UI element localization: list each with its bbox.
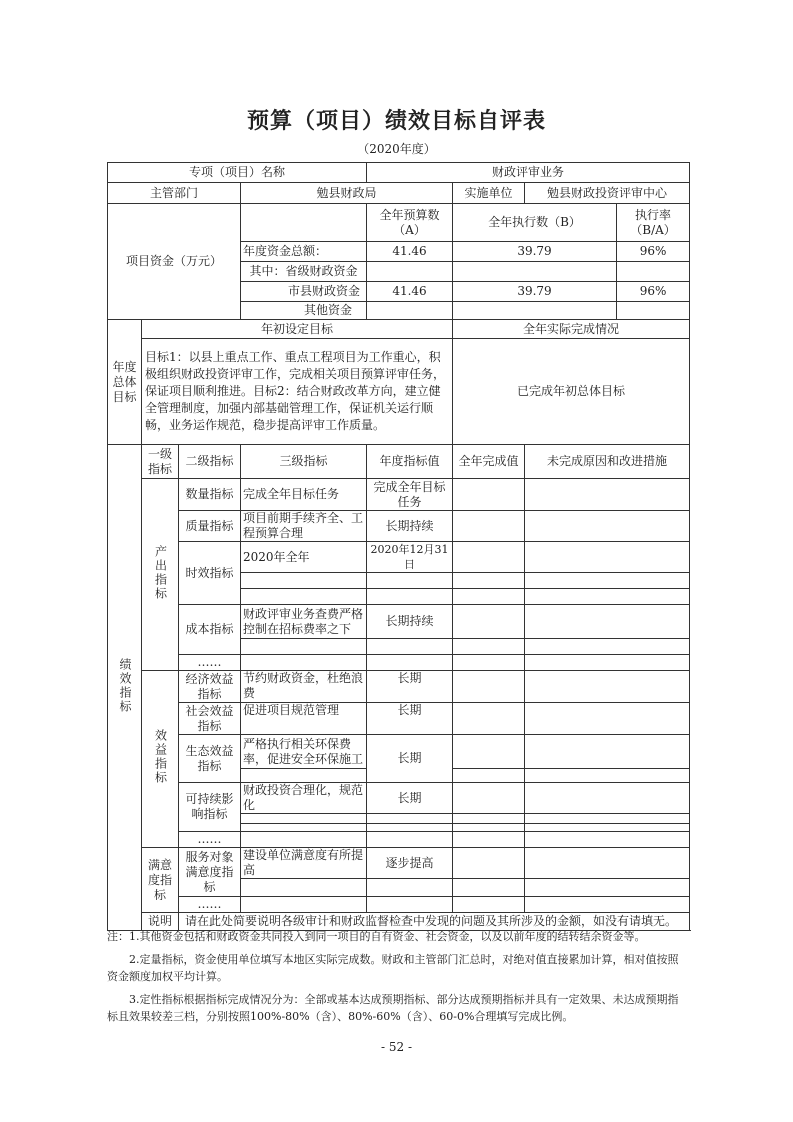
sustain-actual-blank-1 bbox=[453, 814, 525, 824]
time-actual bbox=[453, 542, 525, 573]
dept-label: 主管部门 bbox=[108, 183, 241, 204]
note-2: 2.定量指标，资金使用单位填写本地区实际完成数。财政和主管部门汇总时，对绝对值直接累加计算，相对值按照资金额度加权平均计算。 bbox=[107, 953, 679, 983]
econ-l3: 节约财政资金，杜绝浪费 bbox=[241, 671, 367, 703]
sustain-target: 长期 bbox=[367, 783, 453, 814]
time-l3: 2020年全年 bbox=[241, 542, 367, 573]
funds-row-total-exec: 39.79 bbox=[453, 242, 617, 262]
service-satisfaction-reason bbox=[525, 848, 690, 879]
service-target-blank bbox=[367, 879, 453, 897]
perf-label: 绩效指标 bbox=[108, 445, 142, 931]
satisfaction-indicator-label: 满意度指标 bbox=[142, 848, 179, 913]
service-satisfaction-actual bbox=[453, 848, 525, 879]
eco-actual bbox=[453, 735, 525, 769]
funds-blank-header bbox=[241, 204, 367, 242]
overall-done-text: 已完成年初总体目标 bbox=[453, 339, 690, 445]
funds-row-county-exec: 39.79 bbox=[453, 282, 617, 302]
cost-l3: 财政评审业务查费严格控制在招标费率之下 bbox=[241, 605, 367, 639]
sustain-reason-blank-2 bbox=[525, 824, 690, 832]
quality-l3: 项目前期手续齐全、工程预算合理 bbox=[241, 511, 367, 542]
service-satisfaction-target: 逐步提高 bbox=[367, 848, 453, 879]
service-satisfaction-l3: 建设单位满意度有所提高 bbox=[241, 848, 367, 879]
social-target: 长期 bbox=[367, 703, 453, 735]
econ-actual bbox=[453, 671, 525, 703]
funds-row-other-rate bbox=[617, 302, 690, 320]
time-reason bbox=[525, 542, 690, 573]
sustain-indicator-label: 可持续影响指标 bbox=[179, 783, 241, 832]
funds-col-rate: 执行率（B/A） bbox=[617, 204, 690, 242]
benefit-ellipsis-target bbox=[367, 832, 453, 848]
funds-row-provincial-budget bbox=[367, 262, 453, 282]
cost-reason-blank bbox=[525, 639, 690, 655]
page-number: - 52 - bbox=[380, 1040, 412, 1054]
service-actual-blank bbox=[453, 879, 525, 897]
sustain-l3-blank-2 bbox=[241, 824, 367, 832]
evaluation-table bbox=[107, 162, 690, 931]
cost-actual-blank bbox=[453, 639, 525, 655]
funds-row-total-rate: 96% bbox=[617, 242, 690, 262]
benefit-ellipsis-l3 bbox=[241, 832, 367, 848]
satisfaction-ellipsis-l3 bbox=[241, 897, 367, 913]
eco-l3: 严格执行相关环保费率，促进安全环保施工 bbox=[241, 735, 367, 769]
eco-indicator-label: 生态效益指标 bbox=[179, 735, 241, 783]
satisfaction-ellipsis-reason bbox=[525, 897, 690, 913]
funds-col-budget: 全年预算数（A） bbox=[367, 204, 453, 242]
social-actual bbox=[453, 703, 525, 735]
cost-target: 长期持续 bbox=[367, 605, 453, 639]
econ-indicator-label: 经济效益指标 bbox=[179, 671, 241, 703]
time-indicator-label: 时效指标 bbox=[179, 542, 241, 605]
econ-reason bbox=[525, 671, 690, 703]
funds-col-exec: 全年执行数（B） bbox=[453, 204, 617, 242]
time-actual-blank-2 bbox=[453, 589, 525, 605]
funds-row-provincial-rate bbox=[617, 262, 690, 282]
perf-col-target: 年度指标值 bbox=[367, 445, 453, 479]
unit-value: 勉县财政投资评审中心 bbox=[525, 183, 690, 204]
time-target-blank-2 bbox=[367, 589, 453, 605]
remark-text: 请在此处简要说明各级审计和财政监督检查中发现的问题及其所涉及的金额，如没有请填无。 bbox=[179, 913, 690, 931]
funds-row-county-label: 市县财政资金 bbox=[241, 282, 367, 302]
output-ellipsis-target bbox=[367, 655, 453, 671]
benefit-ellipsis-actual bbox=[453, 832, 525, 848]
cost-indicator-label: 成本指标 bbox=[179, 605, 241, 655]
sustain-l3-blank-1 bbox=[241, 814, 367, 824]
output-ellipsis-l3 bbox=[241, 655, 367, 671]
quality-reason bbox=[525, 511, 690, 542]
eco-l3-blank bbox=[241, 769, 367, 783]
social-reason bbox=[525, 703, 690, 735]
project-name-value: 财政评审业务 bbox=[367, 163, 690, 183]
quantity-reason bbox=[525, 479, 690, 511]
remark-label: 说明 bbox=[142, 913, 179, 931]
cost-l3-blank bbox=[241, 639, 367, 655]
time-target: 2020年12月31日 bbox=[367, 542, 453, 573]
service-satisfaction-label: 服务对象满意度指标 bbox=[179, 848, 241, 897]
sustain-reason-blank-1 bbox=[525, 814, 690, 824]
evaluation-table-wrapper bbox=[107, 162, 689, 928]
funds-row-total-label: 年度资金总额： bbox=[241, 242, 367, 262]
funds-row-other-budget bbox=[367, 302, 453, 320]
quality-target: 长期持续 bbox=[367, 511, 453, 542]
perf-col-l3: 三级指标 bbox=[241, 445, 367, 479]
benefit-indicator-label: 效益指标 bbox=[142, 671, 179, 848]
perf-col-l2: 二级指标 bbox=[179, 445, 241, 479]
time-reason-blank-1 bbox=[525, 573, 690, 589]
time-reason-blank-2 bbox=[525, 589, 690, 605]
quantity-target: 完成全年目标任务 bbox=[367, 479, 453, 511]
project-name-label: 专项（项目）名称 bbox=[108, 163, 367, 183]
funds-row-other-label: 其他资金 bbox=[241, 302, 367, 320]
overall-target-label: 年度总体目标 bbox=[108, 320, 142, 445]
satisfaction-ellipsis-actual bbox=[453, 897, 525, 913]
sustain-l3: 财政投资合理化，规范化 bbox=[241, 783, 367, 814]
unit-label: 实施单位 bbox=[453, 183, 525, 204]
sustain-actual-blank-2 bbox=[453, 824, 525, 832]
funds-row-provincial-label: 其中：省级财政资金 bbox=[241, 262, 367, 282]
time-target-blank-1 bbox=[367, 573, 453, 589]
eco-reason-blank bbox=[525, 769, 690, 783]
cost-target-blank bbox=[367, 639, 453, 655]
econ-target: 长期 bbox=[367, 671, 453, 703]
note-3: 3.定性指标根据指标完成情况分为：全部或基本达成预期指标、部分达成预期指标并具有一定效果、未达成预期指标且效果较差三档，分别按照100%-80%（含）、80%-60%（含）、60-0%合理填写完成比例。 bbox=[107, 993, 679, 1023]
time-actual-blank-1 bbox=[453, 573, 525, 589]
cost-actual bbox=[453, 605, 525, 639]
time-l3-blank-2 bbox=[241, 589, 367, 605]
overall-col-done: 全年实际完成情况 bbox=[453, 320, 690, 339]
perf-col-l1: 一级指标 bbox=[142, 445, 179, 479]
quality-indicator-label: 质量指标 bbox=[179, 511, 241, 542]
social-indicator-label: 社会效益指标 bbox=[179, 703, 241, 735]
service-l3-blank bbox=[241, 879, 367, 897]
dept-value: 勉县财政局 bbox=[241, 183, 453, 204]
eco-reason bbox=[525, 735, 690, 769]
eco-actual-blank bbox=[453, 769, 525, 783]
cost-reason bbox=[525, 605, 690, 639]
benefit-ellipsis-reason bbox=[525, 832, 690, 848]
sustain-target-blank-1 bbox=[367, 814, 453, 824]
page-subtitle: （2020年度） bbox=[357, 142, 436, 156]
overall-col-set: 年初设定目标 bbox=[142, 320, 453, 339]
output-ellipsis-actual bbox=[453, 655, 525, 671]
output-indicator-label: 产出指标 bbox=[142, 479, 179, 671]
social-l3: 促进项目规范管理 bbox=[241, 703, 367, 735]
satisfaction-ellipsis: …… bbox=[179, 897, 241, 913]
funds-row-provincial-exec bbox=[453, 262, 617, 282]
eco-target: 长期 bbox=[367, 735, 453, 783]
service-reason-blank bbox=[525, 879, 690, 897]
page-title: 预算（项目）绩效目标自评表 bbox=[246, 109, 546, 134]
funds-row-county-budget: 41.46 bbox=[367, 282, 453, 302]
funds-row-county-rate: 96% bbox=[617, 282, 690, 302]
sustain-target-blank-2 bbox=[367, 824, 453, 832]
output-ellipsis: …… bbox=[179, 655, 241, 671]
perf-col-actual: 全年完成值 bbox=[453, 445, 525, 479]
note-1: 注：1.其他资金包括和财政资金共同投入到同一项目的自有资金、社会资金，以及以前年度的结转结余资金等。 bbox=[107, 930, 646, 943]
sustain-actual bbox=[453, 783, 525, 814]
satisfaction-ellipsis-target bbox=[367, 897, 453, 913]
quantity-l3: 完成全年目标任务 bbox=[241, 479, 367, 511]
overall-target-text: 目标1：以县上重点工作、重点工程项目为工作重心，积极组织财政投资评审工作，完成相关项目预算评审任务，保证项目顺利推进。目标2：结合财政改革方向，建立健全管理制度，加强内部基础管理工作，保证机关运行顺畅，业务运作规范，稳步提高评审工作质量。 bbox=[142, 339, 453, 445]
funds-row-total-budget: 41.46 bbox=[367, 242, 453, 262]
benefit-ellipsis: …… bbox=[179, 832, 241, 848]
notes bbox=[107, 928, 687, 1031]
perf-col-reason: 未完成原因和改进措施 bbox=[525, 445, 690, 479]
funds-label: 项目资金（万元） bbox=[108, 204, 241, 320]
quality-actual bbox=[453, 511, 525, 542]
funds-row-other-exec bbox=[453, 302, 617, 320]
output-ellipsis-reason bbox=[525, 655, 690, 671]
sustain-reason bbox=[525, 783, 690, 814]
quantity-indicator-label: 数量指标 bbox=[179, 479, 241, 511]
time-l3-blank-1 bbox=[241, 573, 367, 589]
quantity-actual bbox=[453, 479, 525, 511]
